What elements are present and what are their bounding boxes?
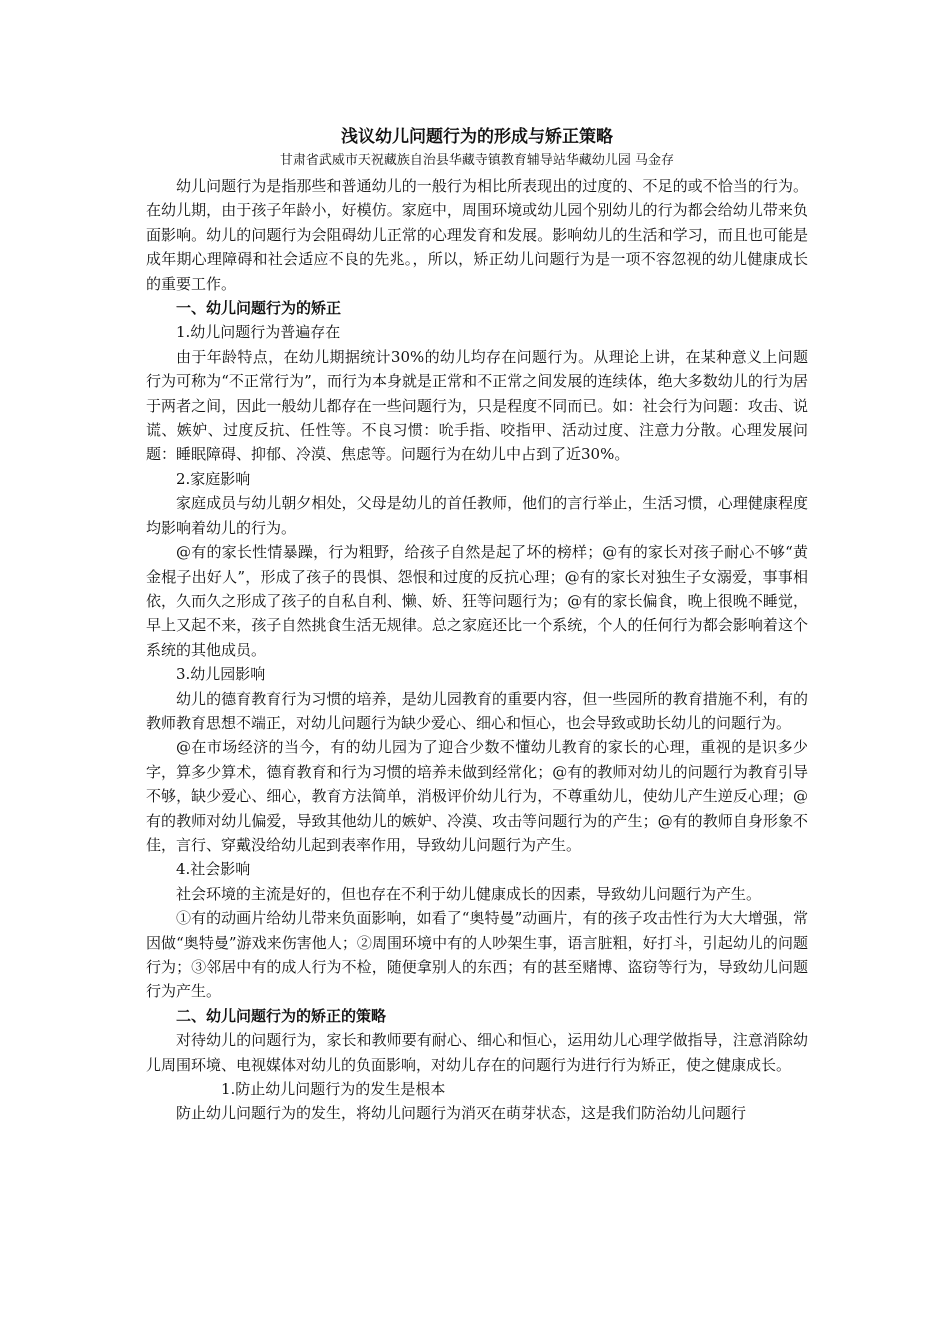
intro-paragraph: 幼儿问题行为是指那些和普通幼儿的一般行为相比所表现出的过度的、不足的或不恰当的行为。在幼儿期，由于孩子年龄小，好模仿。家庭中，周围环境或幼儿园个别幼儿的行为都会给幼儿带来负面影响。幼儿的问题行为会阻碍幼儿正常的心理发育和发展。影响幼儿的生活和学习，而且也可能是成年期心理障碍和社会适应不良的先兆。，所以，矫正幼儿问题行为是一项不容忽视的幼儿健康成长的重要工作。 [146, 177, 808, 293]
subsection-1-3-paragraph-1: 幼儿的德育教育行为习惯的培养，是幼儿园教育的重要内容，但一些园所的教育措施不利，有的教师教育思想不端正，对幼儿问题行为缺少爱心、细心和恒心，也会导致或助长幼儿的问题行为。 [146, 689, 808, 732]
subsection-2-1-heading: 1.防止幼儿问题行为的发生是根本 [221, 1080, 446, 1099]
section-1-heading: 一、幼儿问题行为的矫正 [176, 299, 342, 318]
subsection-1-4-paragraph-1: 社会环境的主流是好的，但也存在不利于幼儿健康成长的因素，导致幼儿问题行为产生。 [176, 884, 762, 903]
subsection-1-2-paragraph-1: 家庭成员与幼儿朝夕相处，父母是幼儿的首任教师，他们的言行举止，生活习惯，心理健康程度均影响着幼儿的行为。 [146, 494, 808, 537]
author-line: 甘肃省武威市天祝藏族自治县华藏寺镇教育辅导站华藏幼儿园 马金存 [279, 153, 675, 168]
document-page [146, 124, 808, 1126]
document-title: 浅议幼儿问题行为的形成与矫正策略 [341, 127, 613, 147]
subsection-1-3-heading: 3.幼儿园影响 [176, 665, 266, 684]
subsection-2-1-paragraph: 防止幼儿问题行为的发生，将幼儿问题行为消灭在萌芽状态，这是我们防治幼儿问题行 [176, 1104, 747, 1123]
subsection-1-3-paragraph-2: @在市场经济的当今，有的幼儿园为了迎合少数不懂幼儿教育的家长的心理，重视的是识多少字，算多少算术，德育教育和行为习惯的培养未做到经常化；@有的教师对幼儿的问题行为教育引导不够，缺少爱心、细心，教育方法简单，消极评价幼儿行为，不尊重幼儿，使幼儿产生逆反心理；@有的教师对幼儿偏爱，导致其他幼儿的嫉妒、冷漠、攻击等问题行为的产生；@有的教师自身形象不佳，言行、穿戴没给幼儿起到表率作用，导致幼儿问题行为产生。 [146, 738, 808, 854]
subsection-1-1-paragraph: 由于年龄特点，在幼儿期据统计30%的幼儿均存在问题行为。从理论上讲，在某种意义上问题行为可称为“不正常行为”，而行为本身就是正常和不正常之间发展的连续体，绝大多数幼儿的行为居于两者之间，因此一般幼儿都存在一些问题行为，只是程度不同而已。如：社会行为问题：攻击、说谎、嫉妒、过度反抗、任性等。不良习惯：吮手指、咬指甲、活动过度、注意力分散。心理发展问题：睡眠障碍、抑郁、冷漠、焦虑等。问题行为在幼儿中占到了近30%。 [146, 347, 808, 464]
section-2-paragraph: 对待幼儿的问题行为，家长和教师要有耐心、细心和恒心，运用幼儿心理学做指导，注意消除幼儿周围环境、电视媒体对幼儿的负面影响，对幼儿存在的问题行为进行行为矫正，使之健康成长。 [146, 1031, 808, 1074]
subsection-1-1-heading: 1.幼儿问题行为普遍存在 [176, 323, 341, 342]
section-2-heading: 二、幼儿问题行为的矫正的策略 [176, 1006, 387, 1025]
subsection-1-4-paragraph-2: ①有的动画片给幼儿带来负面影响，如看了“奥特曼”动画片，有的孩子攻击性行为大大增强，常因做“奥特曼”游戏来伤害他人；②周围环境中有的人吵架生事，语言脏粗，好打斗，引起幼儿的问题行为；③邻居中有的成人行为不检，随便拿别人的东西；有的甚至赌博、盗窃等行为，导致幼儿问题行为产生。 [146, 909, 808, 1001]
subsection-1-2-paragraph-2: @有的家长性情暴躁，行为粗野，给孩子自然是起了坏的榜样；@有的家长对孩子耐心不够“黄金棍子出好人”，形成了孩子的畏惧、怨恨和过度的反抗心理；@有的家长对独生子女溺爱，事事相依，久而久之形成了孩子的自私自利、懒、娇、狂等问题行为；@有的家长偏食，晚上很晚不睡觉，早上又起不来，孩子自然挑食生活无规律。总之家庭还比一个系统，个人的任何行为都会影响着这个系统的其他成员。 [146, 543, 808, 659]
subsection-1-4-heading: 4.社会影响 [176, 860, 251, 879]
subsection-1-2-heading: 2.家庭影响 [176, 469, 251, 488]
